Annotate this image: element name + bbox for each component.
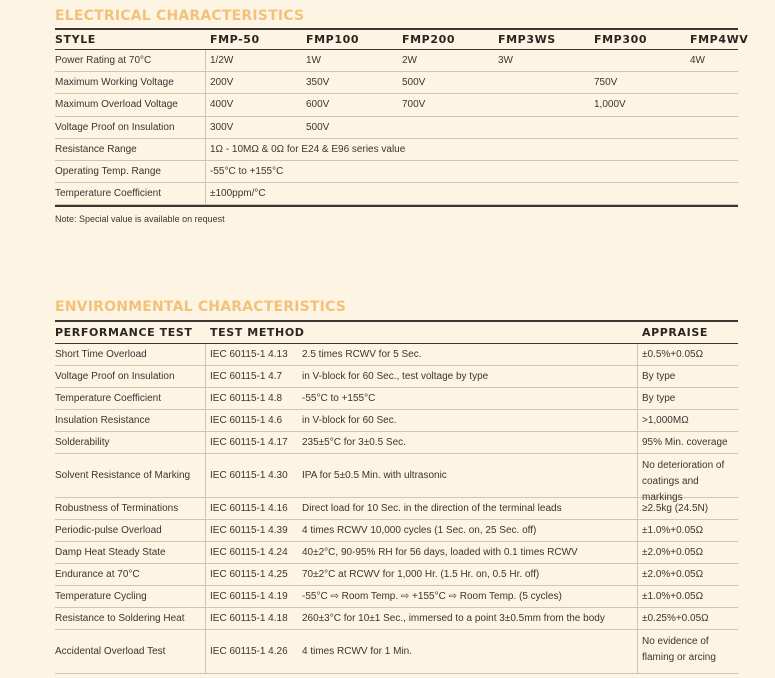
- environmental-top-rule: [55, 320, 738, 322]
- standard-ref: IEC 60115-1 4.25: [210, 569, 288, 580]
- value-cell: 350V: [306, 77, 330, 89]
- test-name: Solderability: [55, 437, 110, 448]
- value-cell: 2W: [402, 55, 417, 66]
- value-cell: 500V: [402, 77, 426, 89]
- test-name: Voltage Proof on Insulation: [55, 371, 175, 382]
- column-divider: [637, 520, 638, 541]
- table-row: [55, 432, 738, 454]
- column-divider: [205, 344, 206, 365]
- model-header: FMP-50: [210, 33, 260, 46]
- test-name: Resistance to Soldering Heat: [55, 613, 185, 624]
- test-method: Direct load for 10 Sec. in the direction of the terminal leads: [302, 503, 562, 514]
- test-name: Temperature Cycling: [55, 591, 147, 602]
- appraise-value: ±1.0%+0.05Ω: [642, 525, 704, 536]
- table-row: [55, 454, 738, 503]
- value-cell: 750V: [594, 77, 618, 89]
- table-row: [55, 139, 738, 161]
- standard-ref: IEC 60115-1 4.26: [210, 646, 288, 657]
- column-divider: [637, 344, 638, 365]
- column-divider: [205, 542, 206, 563]
- test-method: in V-block for 60 Sec., test voltage by type: [302, 371, 489, 382]
- electrical-bottom-rule: [55, 205, 738, 207]
- appraise-value: No deterioration of coatings and markings: [642, 460, 725, 503]
- standard-ref: IEC 60115-1 4.19: [210, 591, 288, 602]
- value-cell: 1,000V: [594, 99, 626, 111]
- standard-ref: IEC 60115-1 4.6: [210, 415, 283, 426]
- table-row: [55, 608, 738, 630]
- table-row: [55, 586, 738, 608]
- column-divider: [205, 139, 206, 160]
- column-divider: [205, 94, 206, 115]
- value-cell: 500V: [306, 121, 330, 133]
- table-row: [55, 117, 738, 139]
- column-divider: [205, 183, 206, 204]
- test-method: 260±3°C for 10±1 Sec., immersed to a point 3±0.5mm from the body: [302, 613, 605, 624]
- table-row: [55, 630, 738, 674]
- table-row: [55, 498, 738, 520]
- appraise-value: ≥2.5kg (24.5N): [642, 503, 709, 514]
- column-divider: [205, 608, 206, 629]
- style-header: STYLE: [55, 33, 96, 46]
- appraise-value: No evidence of flaming or arcing: [642, 636, 716, 663]
- table-row: [55, 410, 738, 432]
- standard-ref: IEC 60115-1 4.24: [210, 547, 288, 558]
- test-name: Robustness of Terminations: [55, 503, 179, 514]
- value-cell: 600V: [306, 99, 330, 111]
- model-header: FMP300: [594, 33, 648, 46]
- test-method: 40±2°C, 90-95% RH for 56 days, loaded with 0.1 times RCWV: [302, 547, 578, 558]
- test-name: Short Time Overload: [55, 349, 147, 360]
- row-label: Operating Temp. Range: [55, 166, 161, 177]
- column-header: TEST METHOD: [210, 326, 305, 339]
- row-label: Resistance Range: [55, 143, 137, 155]
- table-row: [55, 50, 738, 72]
- electrical-note: Note: Special value is available on request: [55, 214, 225, 224]
- table-row: [55, 542, 738, 564]
- test-method: IPA for 5±0.5 Min. with ultrasonic: [302, 470, 447, 481]
- table-row: [55, 564, 738, 586]
- standard-ref: IEC 60115-1 4.7: [210, 371, 283, 382]
- column-divider: [637, 432, 638, 453]
- table-row: [55, 183, 738, 205]
- value-cell: 1/2W: [210, 55, 234, 66]
- column-divider: [637, 630, 638, 673]
- test-name: Damp Heat Steady State: [55, 547, 166, 558]
- electrical-top-rule: [55, 28, 738, 30]
- appraise-value: ±1.0%+0.05Ω: [642, 591, 704, 602]
- column-divider: [205, 117, 206, 138]
- column-divider: [205, 630, 206, 673]
- test-method: 4 times RCWV for 1 Min.: [302, 646, 413, 657]
- table-row: [55, 388, 738, 410]
- column-divider: [205, 454, 206, 497]
- test-method: in V-block for 60 Sec.: [302, 415, 397, 426]
- column-divider: [205, 498, 206, 519]
- table-row: [55, 161, 738, 183]
- table-row: [55, 72, 738, 94]
- column-divider: [205, 161, 206, 182]
- test-method: 4 times RCWV 10,000 cycles (1 Sec. on, 25 Sec. off): [302, 525, 537, 536]
- column-divider: [637, 498, 638, 519]
- standard-ref: IEC 60115-1 4.13: [210, 349, 288, 360]
- value-cell: 200V: [210, 77, 234, 89]
- electrical-title: ELECTRICAL CHARACTERISTICS: [55, 8, 305, 24]
- column-divider: [637, 608, 638, 629]
- test-method: 70±2°C at RCWV for 1,000 Hr. (1.5 Hr. on, 0.5 Hr. off): [302, 569, 540, 580]
- value-cell: 3W: [498, 55, 513, 66]
- appraise-value: 95% Min. coverage: [642, 437, 728, 448]
- table-row: [55, 344, 738, 366]
- appraise-value: >1,000MΩ: [642, 415, 689, 426]
- test-name: Endurance at 70°C: [55, 569, 140, 580]
- test-method: 235±5°C for 3±0.5 Sec.: [302, 437, 406, 448]
- model-header: FMP4WV: [690, 33, 749, 46]
- standard-ref: IEC 60115-1 4.17: [210, 437, 288, 448]
- appraise-value: By type: [642, 371, 676, 382]
- column-divider: [205, 586, 206, 607]
- column-divider: [637, 564, 638, 585]
- column-divider: [637, 586, 638, 607]
- spanned-value: 1Ω - 10MΩ & 0Ω for E24 & E96 series value: [210, 143, 406, 155]
- value-cell: 300V: [210, 121, 234, 133]
- column-divider: [205, 410, 206, 431]
- model-header: FMP3WS: [498, 33, 556, 46]
- appraise-value: ±0.25%+0.05Ω: [642, 613, 709, 624]
- model-header: FMP200: [402, 33, 456, 46]
- appraise-value: ±0.5%+0.05Ω: [642, 349, 704, 360]
- value-cell: 4W: [690, 55, 705, 66]
- standard-ref: IEC 60115-1 4.18: [210, 613, 288, 624]
- standard-ref: IEC 60115-1 4.8: [210, 393, 283, 404]
- spanned-value: -55°C to +155°C: [210, 166, 284, 177]
- table-row: [55, 94, 738, 116]
- test-name: Temperature Coefficient: [55, 393, 161, 404]
- row-label: Power Rating at 70°C: [55, 55, 152, 66]
- column-divider: [637, 410, 638, 431]
- standard-ref: IEC 60115-1 4.39: [210, 525, 288, 536]
- test-method: 2.5 times RCWV for 5 Sec.: [302, 349, 422, 360]
- test-name: Periodic-pulse Overload: [55, 525, 162, 536]
- test-name: Accidental Overload Test: [55, 646, 166, 657]
- column-divider: [205, 72, 206, 93]
- column-divider: [205, 432, 206, 453]
- value-cell: 700V: [402, 99, 426, 111]
- spanned-value: ±100ppm/°C: [210, 188, 266, 200]
- column-divider: [637, 454, 638, 497]
- test-name: Insulation Resistance: [55, 415, 151, 426]
- column-divider: [637, 366, 638, 387]
- column-divider: [205, 388, 206, 409]
- test-name: Solvent Resistance of Marking: [55, 470, 191, 481]
- environmental-title: ENVIRONMENTAL CHARACTERISTICS: [55, 299, 347, 315]
- column-divider: [205, 366, 206, 387]
- value-cell: 400V: [210, 99, 234, 111]
- row-label: Maximum Working Voltage: [55, 77, 174, 89]
- column-divider: [637, 542, 638, 563]
- test-method: -55°C ⇨ Room Temp. ⇨ +155°C ⇨ Room Temp. (5 cycles): [302, 591, 562, 602]
- row-label: Temperature Coefficient: [55, 188, 161, 200]
- appraise-value: By type: [642, 393, 676, 404]
- column-header: APPRAISE: [642, 326, 708, 339]
- column-divider: [205, 520, 206, 541]
- table-row: [55, 366, 738, 388]
- column-divider: [205, 50, 206, 71]
- column-divider: [637, 388, 638, 409]
- table-row: [55, 520, 738, 542]
- standard-ref: IEC 60115-1 4.16: [210, 503, 288, 514]
- column-divider: [205, 564, 206, 585]
- appraise-value: ±2.0%+0.05Ω: [642, 569, 704, 580]
- column-header: PERFORMANCE TEST: [55, 326, 193, 339]
- model-header: FMP100: [306, 33, 360, 46]
- value-cell: 1W: [306, 55, 321, 66]
- appraise-value: ±2.0%+0.05Ω: [642, 547, 704, 558]
- test-method: -55°C to +155°C: [302, 393, 376, 404]
- row-label: Maximum Overload Voltage: [55, 99, 178, 111]
- row-label: Voltage Proof on Insulation: [55, 121, 175, 133]
- standard-ref: IEC 60115-1 4.30: [210, 470, 288, 481]
